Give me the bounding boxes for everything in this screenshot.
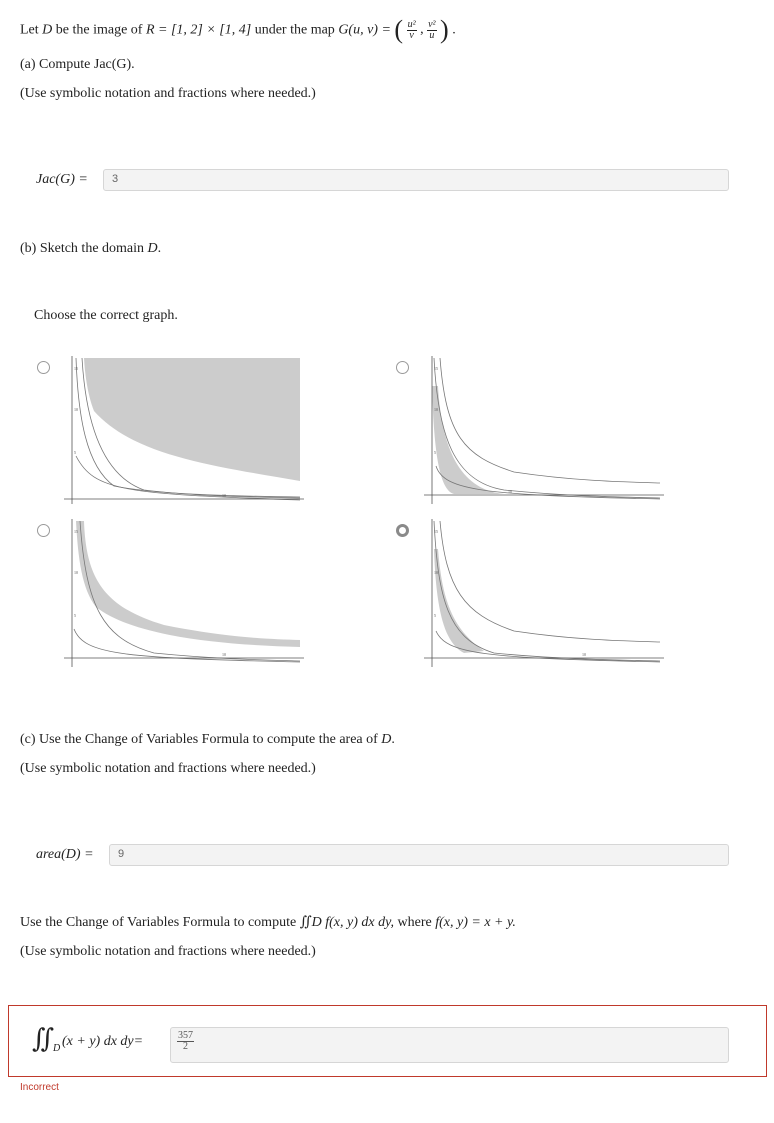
integral-region-D: D — [53, 1043, 61, 1054]
frac2-numerator: v² — [428, 18, 436, 30]
shaded-region — [434, 549, 484, 653]
y-tick-label-15: 15 — [434, 529, 438, 534]
part-a-heading: (a) Compute Jac(G). — [20, 57, 135, 72]
area-label: area(D) = — [36, 847, 94, 862]
problem-statement — [20, 15, 456, 44]
y-tick-label-15: 15 — [74, 529, 78, 534]
intro-be-text: be the image of — [55, 22, 143, 38]
y-tick-label-10: 10 — [434, 407, 438, 412]
frac1-numerator: u² — [407, 18, 416, 30]
part-a-hint: (Use symbolic notation and fractions where needed.) — [20, 86, 316, 101]
integral-expression: ∬D f(x, y) dx dy, — [299, 915, 395, 930]
y-tick-label-5: 5 — [434, 613, 436, 618]
x-tick-label-10: 10 — [222, 652, 226, 657]
graph-option-top-left[interactable] — [64, 356, 304, 504]
jacobian-answer-input[interactable]: 3 — [103, 169, 729, 191]
integral-answer-input[interactable] — [170, 1027, 729, 1063]
part-d-where: where — [397, 915, 432, 930]
intro-period: . — [452, 22, 456, 38]
fraction-u2-over-v — [407, 20, 417, 41]
graph-option-radio-bottom-right[interactable] — [396, 524, 409, 537]
intro-under-text: under the map — [254, 22, 335, 38]
y-tick-label-15: 15 — [74, 366, 78, 371]
boundary-curve — [440, 521, 660, 642]
map-expression: G(u, v) = — [338, 22, 391, 38]
part-b-prompt: Choose the correct graph. — [34, 308, 178, 323]
fraction-v2-over-u — [427, 20, 436, 41]
boundary-curve — [440, 358, 660, 483]
intro-lead: Let — [20, 22, 39, 38]
graph-option-bottom-right[interactable] — [424, 519, 664, 667]
y-tick-label-10: 10 — [74, 570, 78, 575]
part-d-heading-pre: Use the Change of Variables Formula to compute — [20, 915, 297, 930]
integral-answer-numerator: 357 — [178, 1030, 193, 1041]
y-tick-label-5: 5 — [74, 450, 76, 455]
x-tick-label-10: 10 — [222, 493, 226, 498]
part-b-heading: (b) Sketch the domain D. — [20, 241, 162, 256]
y-tick-label-5: 5 — [434, 450, 436, 455]
frac1-denominator: v — [409, 29, 414, 41]
incorrect-status: Incorrect — [20, 1082, 59, 1093]
y-tick-label-10: 10 — [434, 570, 438, 575]
rectangle-expression: R = [1, 2] × [1, 4] — [145, 22, 252, 38]
part-c-heading: (c) Use the Change of Variables Formula to compute the area of D. — [20, 732, 395, 747]
part-d-heading — [20, 914, 516, 931]
x-tick-label-10: 10 — [582, 652, 586, 657]
part-c-hint: (Use symbolic notation and fractions where needed.) — [20, 761, 316, 776]
double-integral-symbol: ∬ — [32, 1024, 55, 1053]
function-definition: f(x, y) = x + y. — [435, 915, 516, 930]
y-tick-label-5: 5 — [74, 613, 76, 618]
shaded-region — [84, 358, 300, 481]
frac2-denominator: u — [429, 29, 435, 41]
shaded-region — [432, 386, 504, 494]
integral-label: (x + y) dx dy= — [62, 1034, 144, 1049]
jacobian-label: Jac(G) = — [36, 172, 88, 187]
open-paren: ( — [394, 15, 404, 44]
graph-option-bottom-left[interactable] — [64, 519, 304, 667]
graph-option-radio-bottom-left[interactable] — [37, 524, 50, 537]
boundary-curve — [434, 358, 660, 498]
graph-option-top-right[interactable] — [424, 356, 664, 504]
part-d-hint: (Use symbolic notation and fractions where needed.) — [20, 944, 316, 959]
map-vector — [394, 15, 449, 44]
graph-option-radio-top-right[interactable] — [396, 361, 409, 374]
x-tick-label-10: 10 — [508, 489, 512, 494]
y-tick-label-10: 10 — [74, 407, 78, 412]
area-answer-input[interactable]: 9 — [109, 844, 729, 866]
integral-answer-denominator: 2 — [183, 1041, 188, 1052]
domain-symbol: D — [42, 22, 53, 38]
close-paren: ) — [440, 15, 449, 44]
y-tick-label-15: 15 — [434, 366, 438, 371]
vector-comma: , — [420, 22, 424, 38]
graph-option-radio-top-left[interactable] — [37, 361, 50, 374]
integral-answer-fraction — [177, 1031, 194, 1052]
